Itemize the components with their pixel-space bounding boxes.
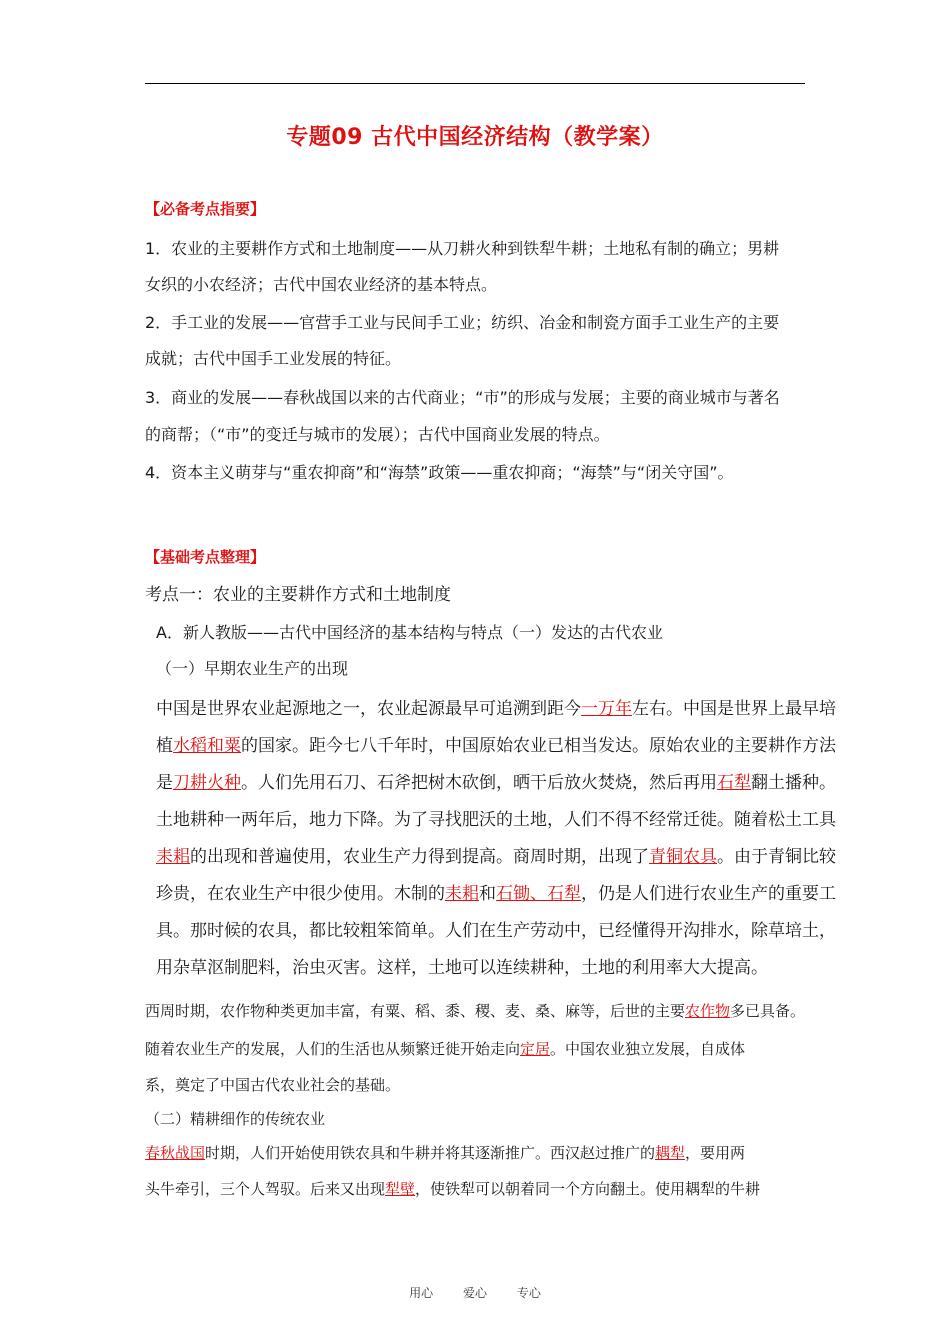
header-rule xyxy=(145,83,805,84)
keyword: 耦犁 xyxy=(655,1144,686,1162)
essentials-line-1: 1．农业的主要耕作方式和土地制度——从刀耕火种到铁犁牛耕；土地私有制的确立；男耕 xyxy=(145,239,780,258)
keyword: 青铜农具 xyxy=(649,847,717,867)
para1-line-1: 中国是世界农业起源地之一，农业起源最早可追溯到距今一万年左右。中国是世界上最早培 xyxy=(156,699,836,719)
essentials-line-2: 女织的小农经济；古代中国农业经济的基本特点。 xyxy=(145,275,498,294)
para1-line-7: 具。那时候的农具，都比较粗笨简单。人们在生产劳动中，已经懂得开沟排水，除草培土， xyxy=(156,921,836,941)
para1-line-2: 植水稻和粟的国家。距今七八千年时，中国原始农业已相当发达。原始农业的主要耕作方法 xyxy=(156,736,836,756)
section-label-essentials: 【必备考点指要】 xyxy=(145,200,266,218)
keyword: 犁壁 xyxy=(385,1180,416,1198)
section-label-basics: 【基础考点整理】 xyxy=(145,548,266,566)
essentials-line-3: 2．手工业的发展——官营手工业与民间手工业；纺织、冶金和制瓷方面手工业生产的主要 xyxy=(145,313,780,332)
essentials-line-5: 3．商业的发展——春秋战国以来的古代商业；“市”的形成与发展；主要的商业城市与著名 xyxy=(145,388,780,407)
keyword: 农作物 xyxy=(685,1002,731,1020)
para2-line-1: 西周时期，农作物种类更加丰富，有粟、稻、黍、稷、麦、桑、麻等，后世的主要农作物多已具备。 xyxy=(145,1002,806,1020)
para1-line-6: 珍贵，在农业生产中很少使用。木制的耒耜和石锄、石犁，仍是人们进行农业生产的重要工 xyxy=(156,884,836,904)
essentials-line-4: 成就；古代中国手工业发展的特征。 xyxy=(145,349,402,368)
subheading-a: A．新人教版——古代中国经济的基本结构与特点（一）发达的古代农业 xyxy=(156,623,663,642)
keyword: 一万年 xyxy=(581,699,632,719)
para1-line-5: 耒耜的出现和普遍使用，农业生产力得到提高。商周时期，出现了青铜农具。由于青铜比较 xyxy=(156,847,836,867)
keyword: 耒耜 xyxy=(445,884,479,904)
para1-line-4: 土地耕种一两年后，地力下降。为了寻找肥沃的土地，人们不得不经常迁徙。随着松土工具 xyxy=(156,810,836,830)
para3-line-2: 头牛牵引，三个人驾驭。后来又出现犁壁，使铁犁可以朝着同一个方向翻土。使用耦犁的牛耕 xyxy=(145,1180,761,1198)
para1-line-3: 是刀耕火种。人们先用石刀、石斧把树木砍倒，晒干后放火焚烧，然后再用石犁翻土播种。 xyxy=(156,773,836,793)
keyword: 耒耜 xyxy=(156,847,190,867)
keyword: 石锄、石犁 xyxy=(496,884,581,904)
subheading-1: （一）早期农业生产的出现 xyxy=(156,659,349,678)
para3-line-1: 春秋战国时期，人们开始使用铁农具和牛耕并将其逐渐推广。西汉赵过推广的耦犁，要用两 xyxy=(145,1144,746,1162)
footer-item: 专心 xyxy=(516,1286,541,1300)
keyword: 定居 xyxy=(520,1040,551,1058)
keyword: 水稻和粟 xyxy=(173,736,241,756)
topic-heading: 考点一：农业的主要耕作方式和土地制度 xyxy=(145,585,451,605)
subheading-2: （二）精耕细作的传统农业 xyxy=(145,1110,326,1128)
essentials-line-6: 的商帮；（“市”的变迁与城市的发展）；古代中国商业发展的特点。 xyxy=(145,425,610,444)
keyword: 春秋战国 xyxy=(145,1144,206,1162)
essentials-line-7: 4．资本主义萌芽与“重农抑商”和“海禁”政策——重农抑商；“海禁”与“闭关守国”。 xyxy=(145,463,734,482)
keyword: 石犁 xyxy=(717,773,751,793)
para1-line-8: 用杂草沤制肥料，治虫灭害。这样，土地可以连续耕种，土地的利用率大大提高。 xyxy=(156,958,768,978)
para2-line-3: 系，奠定了中国古代农业社会的基础。 xyxy=(145,1076,401,1094)
page-footer xyxy=(0,1284,950,1301)
footer-item: 用心 xyxy=(409,1286,434,1300)
page-title: 专题09 古代中国经济结构（教学案） xyxy=(286,125,664,150)
footer-item: 爱心 xyxy=(462,1286,487,1300)
para2-line-2: 随着农业生产的发展，人们的生活也从频繁迁徙开始走向定居。中国农业独立发展，自成体 xyxy=(145,1040,746,1058)
keyword: 刀耕火种 xyxy=(173,773,241,793)
